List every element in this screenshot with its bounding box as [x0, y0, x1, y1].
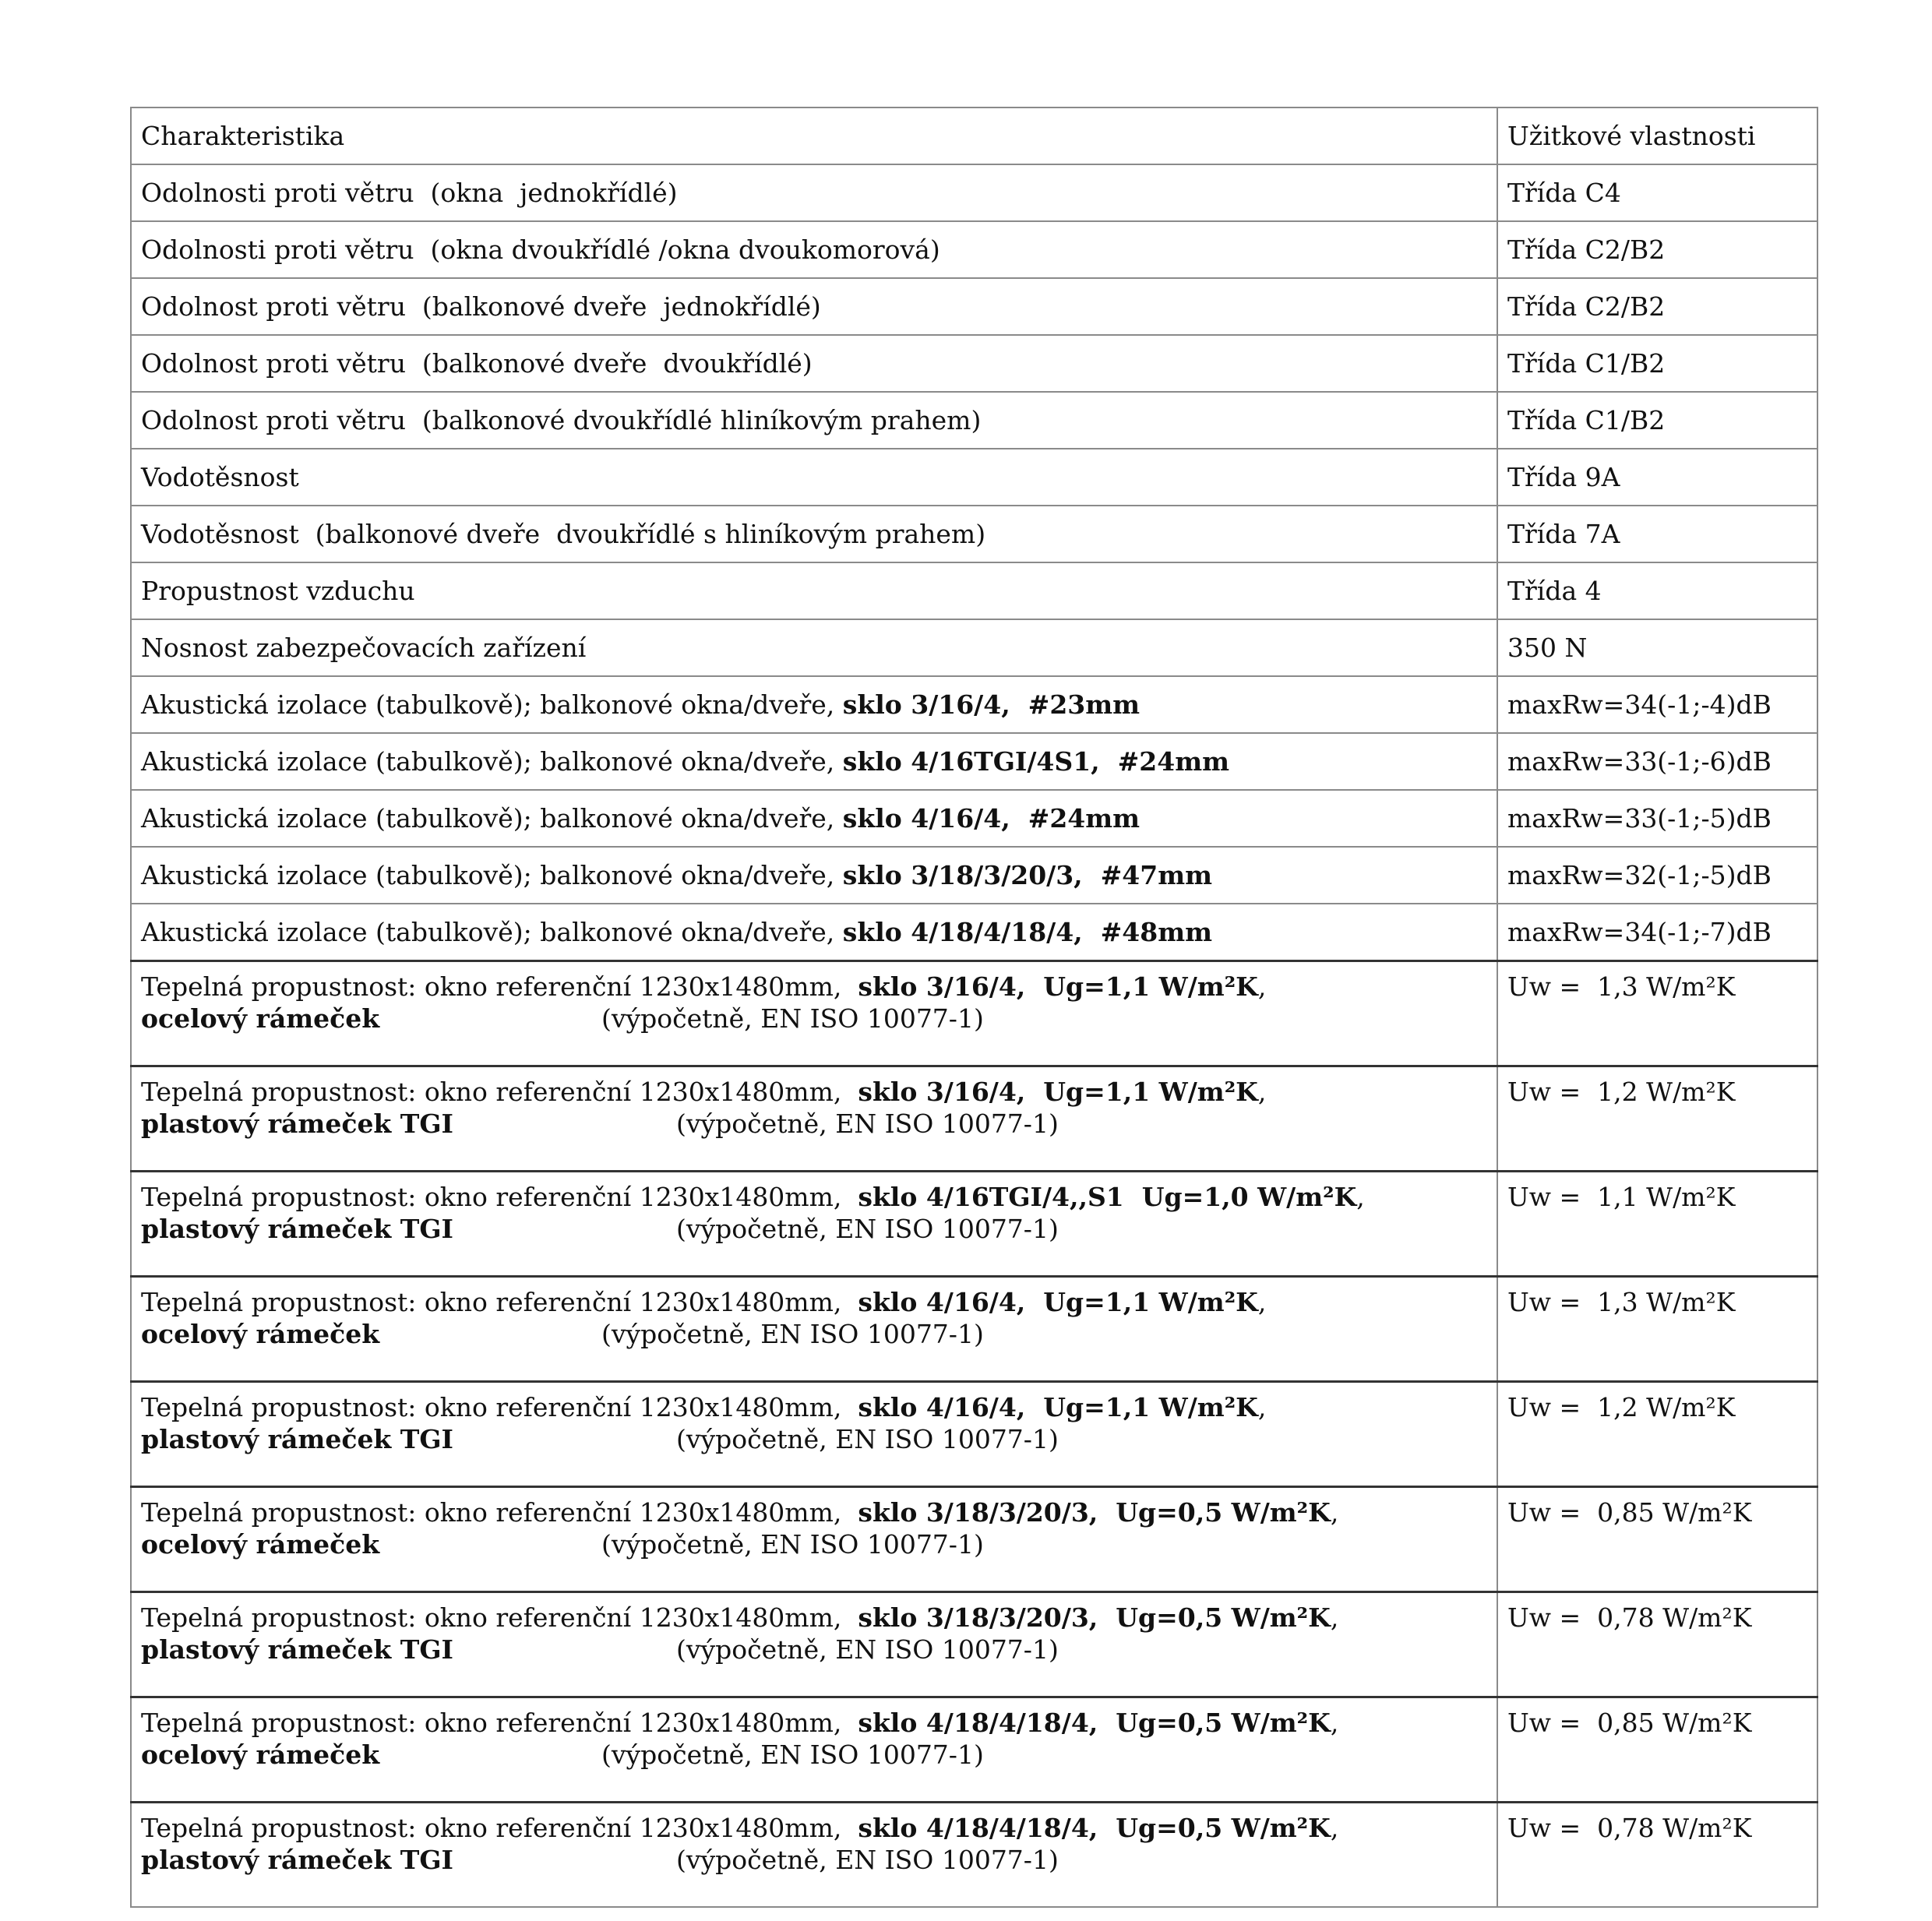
performance-cell: Třída C2/B2	[1497, 221, 1817, 278]
table-row	[131, 676, 1817, 733]
calculation-note: (výpočetně, EN ISO 10077-1)	[676, 1424, 1059, 1454]
calculation-note: (výpočetně, EN ISO 10077-1)	[676, 1634, 1059, 1665]
characteristic-cell: Tepelná propustnost: okno referenční 1230x1480mm, sklo 4/16/4, Ug=1,1 W/m²K, ocelový rámeček (výpočetně, EN ISO 10077-1)	[131, 1277, 1497, 1382]
table-row	[131, 1803, 1817, 1908]
table-row	[131, 1382, 1817, 1487]
calculation-note: (výpočetně, EN ISO 10077-1)	[601, 1319, 984, 1349]
thermal-label: Tepelná propustnost: okno referenční 1230x1480mm,	[141, 1392, 858, 1422]
performance-cell: Uw = 0,78 W/m²K	[1497, 1803, 1817, 1908]
table-row	[131, 847, 1817, 904]
calculation-note: (výpočetně, EN ISO 10077-1)	[601, 1529, 984, 1560]
characteristic-cell: Tepelná propustnost: okno referenční 1230x1480mm, sklo 4/16TGI/4,,S1 Ug=1,0 W/m²K, plastový rámeček TGI (výpočetně, EN ISO 10077-1)	[131, 1172, 1497, 1277]
characteristic-cell	[131, 676, 1497, 733]
calculation-note: (výpočetně, EN ISO 10077-1)	[676, 1214, 1059, 1244]
characteristic-cell: Odolnosti proti větru (okna jednokřídlé)	[131, 164, 1497, 221]
characteristic-cell	[131, 847, 1497, 904]
performance-cell: Třída C4	[1497, 164, 1817, 221]
calculation-note: (výpočetně, EN ISO 10077-1)	[601, 1003, 984, 1034]
table-row	[131, 335, 1817, 392]
table-row	[131, 278, 1817, 335]
characteristic-cell: Tepelná propustnost: okno referenční 1230x1480mm, sklo 3/16/4, Ug=1,1 W/m²K, plastový rámeček TGI (výpočetně, EN ISO 10077-1)	[131, 1066, 1497, 1172]
glass-spec: sklo 4/18/4/18/4, Ug=0,5 W/m²K	[858, 1813, 1331, 1843]
frame-type: plastový rámeček TGI	[141, 1845, 453, 1875]
glass-spec: sklo 4/18/4/18/4, #48mm	[842, 917, 1213, 947]
performance-cell: Třída C1/B2	[1497, 335, 1817, 392]
characteristic-cell: Odolnost proti větru (balkonové dveře jednokřídlé)	[131, 278, 1497, 335]
table-row	[131, 164, 1817, 221]
performance-cell: Třída C1/B2	[1497, 392, 1817, 449]
characteristic-cell: Nosnost zabezpečovacích zařízení	[131, 619, 1497, 676]
glass-spec: sklo 4/16TGI/4,,S1 Ug=1,0 W/m²K	[858, 1182, 1357, 1212]
performance-cell: maxRw=33(-1;-5)dB	[1497, 790, 1817, 847]
table-row	[131, 904, 1817, 961]
table-row	[131, 961, 1817, 1066]
calculation-note: (výpočetně, EN ISO 10077-1)	[676, 1845, 1059, 1875]
glass-spec: sklo 4/18/4/18/4, Ug=0,5 W/m²K	[858, 1708, 1331, 1738]
glass-spec: sklo 4/16TGI/4S1, #24mm	[842, 746, 1230, 777]
performance-cell: Uw = 0,85 W/m²K	[1497, 1697, 1817, 1803]
performance-cell: Třída 4	[1497, 562, 1817, 619]
acoustic-label: Akustická izolace (tabulkově); balkonové okna/dveře,	[141, 860, 843, 890]
frame-type: plastový rámeček TGI	[141, 1634, 453, 1665]
characteristic-cell: Odolnosti proti větru (okna dvoukřídlé /okna dvoukomorová)	[131, 221, 1497, 278]
thermal-label: Tepelná propustnost: okno referenční 1230x1480mm,	[141, 1602, 858, 1633]
characteristic-cell: Tepelná propustnost: okno referenční 1230x1480mm, sklo 4/16/4, Ug=1,1 W/m²K, plastový rámeček TGI (výpočetně, EN ISO 10077-1)	[131, 1382, 1497, 1487]
table-row	[131, 1487, 1817, 1592]
table-row	[131, 449, 1817, 506]
table-row	[131, 1277, 1817, 1382]
table-row	[131, 1697, 1817, 1803]
thermal-label: Tepelná propustnost: okno referenční 1230x1480mm,	[141, 1182, 858, 1212]
characteristic-cell: Tepelná propustnost: okno referenční 1230x1480mm, sklo 3/18/3/20/3, Ug=0,5 W/m²K, plastový rámeček TGI (výpočetně, EN ISO 10077-1)	[131, 1592, 1497, 1697]
frame-type: ocelový rámeček	[141, 1003, 380, 1034]
table-row	[131, 790, 1817, 847]
performance-cell: Uw = 0,78 W/m²K	[1497, 1592, 1817, 1697]
frame-type: plastový rámeček TGI	[141, 1214, 453, 1244]
table-row	[131, 1592, 1817, 1697]
thermal-label: Tepelná propustnost: okno referenční 1230x1480mm,	[141, 1497, 858, 1528]
glass-spec: sklo 3/18/3/20/3, #47mm	[842, 860, 1213, 890]
characteristic-cell: Propustnost vzduchu	[131, 562, 1497, 619]
glass-spec: sklo 4/16/4, #24mm	[842, 803, 1141, 834]
thermal-label: Tepelná propustnost: okno referenční 1230x1480mm,	[141, 1287, 858, 1317]
performance-cell: Uw = 1,3 W/m²K	[1497, 1277, 1817, 1382]
table-row	[131, 392, 1817, 449]
performance-cell: Uw = 1,1 W/m²K	[1497, 1172, 1817, 1277]
frame-type: plastový rámeček TGI	[141, 1109, 453, 1139]
table-row	[131, 562, 1817, 619]
performance-cell: Třída C2/B2	[1497, 278, 1817, 335]
calculation-note: (výpočetně, EN ISO 10077-1)	[601, 1739, 984, 1770]
calculation-note: (výpočetně, EN ISO 10077-1)	[676, 1109, 1059, 1139]
frame-type: ocelový rámeček	[141, 1529, 380, 1560]
frame-type: ocelový rámeček	[141, 1319, 380, 1349]
performance-cell: Uw = 1,3 W/m²K	[1497, 961, 1817, 1066]
thermal-label: Tepelná propustnost: okno referenční 1230x1480mm,	[141, 1813, 858, 1843]
performance-cell: 350 N	[1497, 619, 1817, 676]
thermal-label: Tepelná propustnost: okno referenční 1230x1480mm,	[141, 1708, 858, 1738]
characteristic-cell: Tepelná propustnost: okno referenční 1230x1480mm, sklo 4/18/4/18/4, Ug=0,5 W/m²K, plastový rámeček TGI (výpočetně, EN ISO 10077-1)	[131, 1803, 1497, 1908]
table-row	[131, 733, 1817, 790]
table-row	[131, 506, 1817, 562]
characteristic-cell: Odolnost proti větru (balkonové dvoukřídlé hliníkovým prahem)	[131, 392, 1497, 449]
characteristic-cell: Tepelná propustnost: okno referenční 1230x1480mm, sklo 3/16/4, Ug=1,1 W/m²K, ocelový rámeček (výpočetně, EN ISO 10077-1)	[131, 961, 1497, 1066]
acoustic-label: Akustická izolace (tabulkově); balkonové okna/dveře,	[141, 803, 843, 834]
performance-cell: Uw = 1,2 W/m²K	[1497, 1066, 1817, 1172]
glass-spec: sklo 3/16/4, #23mm	[842, 689, 1141, 720]
table-row	[131, 619, 1817, 676]
performance-cell: maxRw=34(-1;-4)dB	[1497, 676, 1817, 733]
table-header-row	[131, 108, 1817, 164]
acoustic-label: Akustická izolace (tabulkově); balkonové okna/dveře,	[141, 689, 843, 720]
characteristic-cell: Odolnost proti větru (balkonové dveře dvoukřídlé)	[131, 335, 1497, 392]
frame-type: ocelový rámeček	[141, 1739, 380, 1770]
header-performance: Užitkové vlastnosti	[1497, 108, 1817, 164]
table-row	[131, 1172, 1817, 1277]
characteristic-cell	[131, 733, 1497, 790]
characteristic-cell	[131, 790, 1497, 847]
performance-cell: maxRw=32(-1;-5)dB	[1497, 847, 1817, 904]
thermal-label: Tepelná propustnost: okno referenční 1230x1480mm,	[141, 971, 858, 1002]
table-row	[131, 221, 1817, 278]
characteristic-cell	[131, 904, 1497, 961]
characteristic-cell: Vodotěsnost (balkonové dveře dvoukřídlé s hliníkovým prahem)	[131, 506, 1497, 562]
acoustic-label: Akustická izolace (tabulkově); balkonové okna/dveře,	[141, 917, 843, 947]
header-characteristic: Charakteristika	[131, 108, 1497, 164]
glass-spec: sklo 3/18/3/20/3, Ug=0,5 W/m²K	[858, 1602, 1331, 1633]
frame-type: plastový rámeček TGI	[141, 1424, 453, 1454]
characteristic-cell: Tepelná propustnost: okno referenční 1230x1480mm, sklo 4/18/4/18/4, Ug=0,5 W/m²K, ocelový rámeček (výpočetně, EN ISO 10077-1)	[131, 1697, 1497, 1803]
glass-spec: sklo 3/16/4, Ug=1,1 W/m²K	[858, 1077, 1258, 1107]
performance-cell: maxRw=33(-1;-6)dB	[1497, 733, 1817, 790]
performance-cell: maxRw=34(-1;-7)dB	[1497, 904, 1817, 961]
performance-cell: Uw = 0,85 W/m²K	[1497, 1487, 1817, 1592]
table-row	[131, 1066, 1817, 1172]
glass-spec: sklo 3/18/3/20/3, Ug=0,5 W/m²K	[858, 1497, 1331, 1528]
glass-spec: sklo 4/16/4, Ug=1,1 W/m²K	[858, 1287, 1258, 1317]
glass-spec: sklo 3/16/4, Ug=1,1 W/m²K	[858, 971, 1258, 1002]
properties-table	[130, 107, 1818, 1908]
thermal-label: Tepelná propustnost: okno referenční 1230x1480mm,	[141, 1077, 858, 1107]
acoustic-label: Akustická izolace (tabulkově); balkonové okna/dveře,	[141, 746, 843, 777]
glass-spec: sklo 4/16/4, Ug=1,1 W/m²K	[858, 1392, 1258, 1422]
performance-cell: Třída 7A	[1497, 506, 1817, 562]
characteristic-cell: Tepelná propustnost: okno referenční 1230x1480mm, sklo 3/18/3/20/3, Ug=0,5 W/m²K, ocelový rámeček (výpočetně, EN ISO 10077-1)	[131, 1487, 1497, 1592]
performance-cell: Třída 9A	[1497, 449, 1817, 506]
characteristic-cell: Vodotěsnost	[131, 449, 1497, 506]
performance-cell: Uw = 1,2 W/m²K	[1497, 1382, 1817, 1487]
